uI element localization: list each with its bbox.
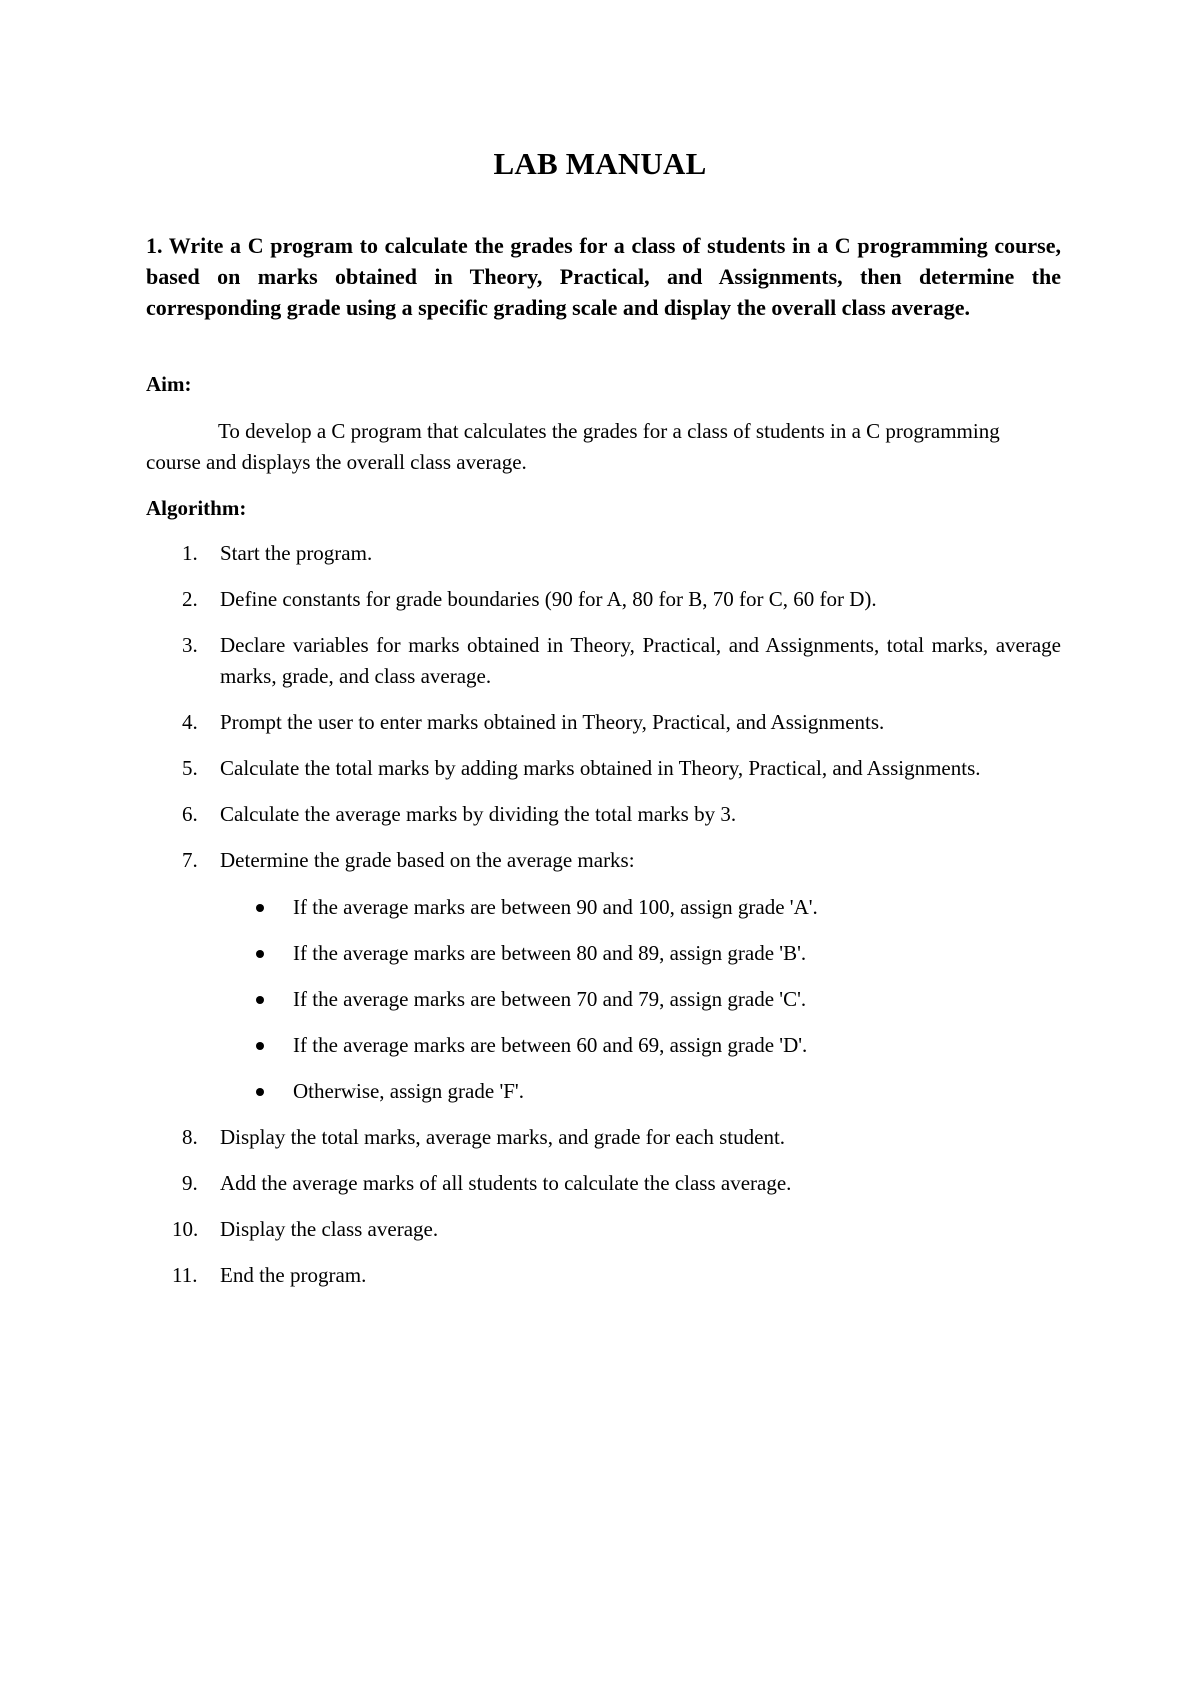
algorithm-step bbox=[146, 584, 1061, 615]
bullet-icon bbox=[256, 1088, 264, 1096]
step-text: End the program. bbox=[220, 1263, 367, 1287]
grade-rule-text: If the average marks are between 60 and 69, assign grade 'D'. bbox=[293, 1033, 808, 1057]
step-text: Calculate the total marks by adding marks obtained in Theory, Practical, and Assignments. bbox=[220, 756, 981, 780]
question-text: 1. Write a C program to calculate the grades for a class of students in a C programming course, based on marks obtained in Theory, Practical, and Assignments, then determine the corresponding grade using a specific grading scale and display the overall class average. bbox=[146, 233, 1061, 320]
grade-rule-text: If the average marks are between 70 and 79, assign grade 'C'. bbox=[293, 987, 807, 1011]
algorithm-step bbox=[146, 1214, 1061, 1245]
aim-text: To develop a C program that calculates the grades for a class of students in a C programming course and displays the overall class average. bbox=[146, 419, 1000, 474]
bullet-icon bbox=[256, 1042, 264, 1050]
step-number: 9. bbox=[182, 1171, 198, 1195]
step-number: 11. bbox=[172, 1263, 198, 1287]
algorithm-step bbox=[146, 630, 1061, 692]
algorithm-step bbox=[146, 707, 1061, 738]
algorithm-heading: Algorithm: bbox=[146, 496, 247, 520]
step-text: Determine the grade based on the average marks: bbox=[220, 848, 635, 872]
grade-rule bbox=[220, 1030, 1061, 1061]
step-text: Display the total marks, average marks, and grade for each student. bbox=[220, 1125, 786, 1149]
grade-rule-text: If the average marks are between 80 and 89, assign grade 'B'. bbox=[293, 941, 807, 965]
algorithm-step bbox=[146, 799, 1061, 830]
step-number: 5. bbox=[182, 756, 198, 780]
document-title: LAB MANUAL bbox=[493, 146, 707, 181]
step-number: 8. bbox=[182, 1125, 198, 1149]
grade-rule bbox=[220, 892, 1061, 923]
step-text: Declare variables for marks obtained in Theory, Practical, and Assignments, total marks, average marks, grade, and class average. bbox=[220, 633, 1061, 688]
algorithm-step bbox=[146, 845, 1061, 1107]
step-text: Prompt the user to enter marks obtained in Theory, Practical, and Assignments. bbox=[220, 710, 885, 734]
grade-rules-list bbox=[220, 892, 1061, 1107]
grade-rule-text: If the average marks are between 90 and 100, assign grade 'A'. bbox=[293, 895, 818, 919]
grade-rule bbox=[220, 984, 1061, 1015]
bullet-icon bbox=[256, 950, 264, 958]
step-text: Define constants for grade boundaries (90 for A, 80 for B, 70 for C, 60 for D). bbox=[220, 587, 877, 611]
grade-rule bbox=[220, 938, 1061, 969]
step-number: 10. bbox=[172, 1217, 199, 1241]
step-text: Display the class average. bbox=[220, 1217, 439, 1241]
grade-rule-text: Otherwise, assign grade 'F'. bbox=[293, 1079, 524, 1103]
grade-rule bbox=[220, 1076, 1061, 1107]
step-number: 4. bbox=[182, 710, 198, 734]
step-number: 1. bbox=[182, 541, 198, 565]
step-text: Start the program. bbox=[220, 541, 373, 565]
step-text: Add the average marks of all students to calculate the class average. bbox=[220, 1171, 792, 1195]
algorithm-step bbox=[146, 1168, 1061, 1199]
bullet-icon bbox=[256, 904, 264, 912]
step-number: 6. bbox=[182, 802, 198, 826]
algorithm-step bbox=[146, 753, 1061, 784]
step-number: 3. bbox=[182, 633, 198, 657]
algorithm-step bbox=[146, 538, 1061, 569]
algorithm-steps bbox=[146, 538, 1061, 1306]
step-number: 2. bbox=[182, 587, 198, 611]
step-number: 7. bbox=[182, 848, 198, 872]
aim-heading: Aim: bbox=[146, 372, 192, 396]
algorithm-step bbox=[146, 1260, 1061, 1291]
bullet-icon bbox=[256, 996, 264, 1004]
algorithm-step bbox=[146, 1122, 1061, 1153]
step-text: Calculate the average marks by dividing the total marks by 3. bbox=[220, 802, 737, 826]
